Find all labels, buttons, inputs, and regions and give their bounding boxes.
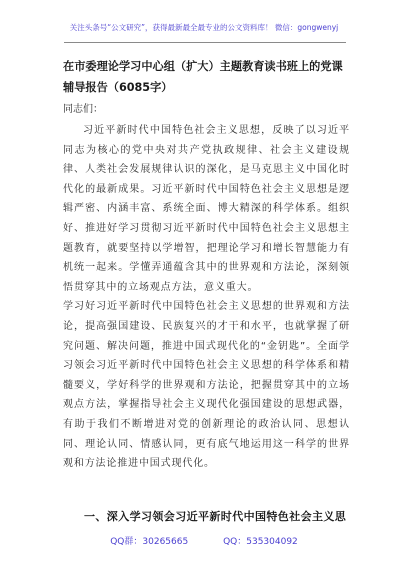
paragraph: 学习好习近平新时代中国特色社会主义思想的世界观和方法论，提高强国建设、民族复兴的才干和水平，也就掌握了研究问题、解决问题，推进中国式现代化的“金钥匙”。全面学习领会习近平新时代中国特色社会主义思想的科学体系和精髓要义，学好科学的世界观和方法论，把握贯穿其中的立场观点方法，掌握指导社会主义现代化强国建设的思想武器，有助于我们不断增进对党的创新理论的政治认同、思想认同、理论认同、情感认同，更有底气地运用这一科学的世界观和方法论推进中国式现代化。	[63, 301, 350, 470]
section-heading: 一、深入学习领会习近平新时代中国特色社会主义思	[84, 510, 347, 523]
greeting: 同志们：	[63, 104, 103, 115]
document-title: 在市委理论学习中心组（扩大）主题教育读书班上的党课辅导报告（6085字）	[63, 60, 343, 94]
body-text	[63, 121, 350, 474]
footer	[0, 534, 408, 547]
footer-qq: QQ：535304092	[223, 537, 298, 547]
paragraph: 习近平新时代中国特色社会主义思想，反映了以习近平同志为核心的党中央对共产党执政规律、社会主义建设规律、人类社会发展规律认识的深化，是马克思主义中国化时代化的最新成果。习近平新时代中国特色社会主义思想是逻辑严密、内涵丰富、系统全面、博大精深的科学体系。组织好、推进好学习贯彻习近平新时代中国特色社会主义思想主题教育，就要坚持以学增智，把理论学习和增长智慧能力有机统一起来。学懂弄通蕴含其中的世界观和方法论，深刻领悟贯穿其中的立场观点方法，意义重大。	[63, 125, 350, 293]
header-banner: 关注头条号“公文研究”，获得最新最全最专业的公文资料库！ 微信：gongwenyj	[69, 23, 339, 32]
footer-qq-group: QQ群：30265665	[110, 537, 189, 547]
header-divider	[64, 42, 346, 43]
